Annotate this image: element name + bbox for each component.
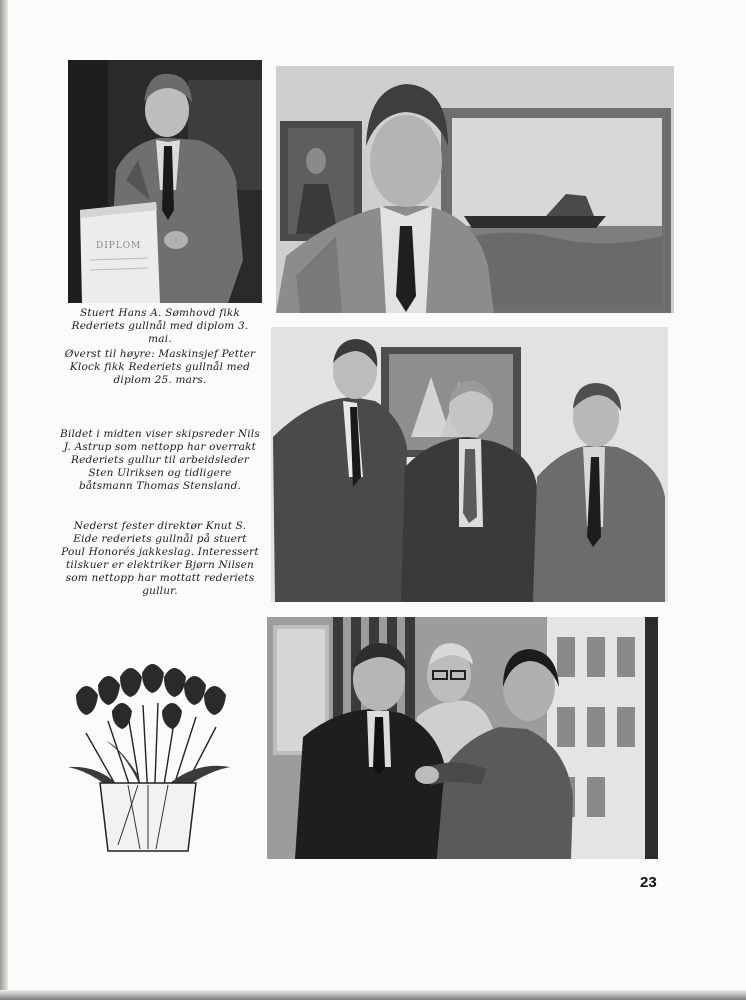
photo-three-men: [271, 327, 668, 602]
photo-pin-ceremony: [267, 617, 658, 859]
photo-man-ship-painting: [276, 66, 674, 313]
caption-middle-photo: Bildet i midten viser skipsreder Nils J. Astrup som nettopp har overrakt Rederiets gullur til arbeidsleder Sten Ulriksen og tidligere båtsmann Thomas Stensland.: [60, 428, 260, 492]
photo-man-with-diploma: [68, 60, 262, 303]
caption-diploma: Stuert Hans A. Sømhovd fikk Rederiets gullnål med diplom 3. mai.: [71, 307, 249, 345]
tulip-vase-illustration: [58, 655, 238, 855]
page-number: 23: [640, 874, 657, 891]
page-bottom-edge: [0, 990, 746, 1000]
diplom-label: DIPLOM: [96, 241, 142, 251]
caption-bottom-photo: Nederst fester direktør Knut S. Eide rederiets gullnål på stuert Poul Honorés jakkeslag. Interessert tilskuer er elektriker Bjørn Nilsen som nettopp har mottatt rederiets gullur.: [61, 520, 259, 597]
caption-machinist: Øverst til høyre: Maskinsjef Petter Klock fikk Rederiets gullnål med diplom 25. mars.: [64, 348, 256, 386]
page-left-edge: [0, 0, 8, 1000]
